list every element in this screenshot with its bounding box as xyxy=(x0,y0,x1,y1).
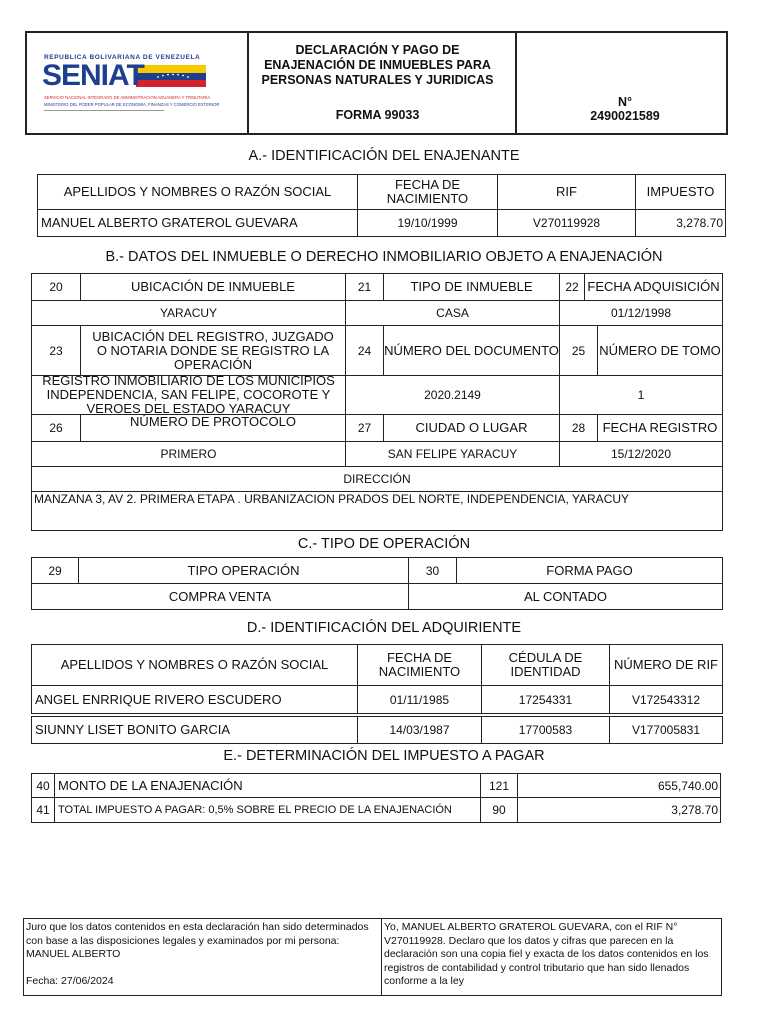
section-a-title: A.- IDENTIFICACIÓN DEL ENAJENANTE xyxy=(248,148,520,164)
enajenante-birth: 19/10/1999 xyxy=(357,209,498,237)
field-26-value: PRIMERO xyxy=(31,441,346,467)
footer-left-text: Juro que los datos contenidos en esta declaración han sido determinados con base a las disposiciones legales y examinados por mi persona: MANUEL ALBERTO xyxy=(26,921,369,960)
field-21-value: CASA xyxy=(345,300,560,326)
field-22-number: 22 xyxy=(559,273,585,301)
section-e-title: E.- DETERMINACIÓN DEL IMPUESTO A PAGAR xyxy=(223,748,545,764)
field-23-number: 23 xyxy=(31,325,81,376)
field-29-label: TIPO OPERACIÓN xyxy=(78,557,409,584)
field-27-value: SAN FELIPE YARACUY xyxy=(345,441,560,467)
field-30-label: FORMA PAGO xyxy=(456,557,723,584)
field-20-number: 20 xyxy=(31,273,81,301)
field-40-number: 40 xyxy=(31,773,55,798)
field-23-label: UBICACIÓN DEL REGISTRO, JUZGADO O NOTARIA DONDE SE REGISTRO LA OPERACIÓN xyxy=(80,325,346,376)
field-27-label: CIUDAD O LUGAR xyxy=(383,414,560,442)
field-41-code: 90 xyxy=(480,797,518,823)
field-29-number: 29 xyxy=(31,557,79,584)
adquiriente-row-2-ci: 17700583 xyxy=(481,716,610,744)
seniat-logo xyxy=(38,46,220,124)
field-26-number: 26 xyxy=(31,414,81,442)
adquiriente-row-1-rif: V172543312 xyxy=(609,685,723,714)
field-25-number: 25 xyxy=(559,325,598,376)
section-b-title: B.- DATOS DEL INMUEBLE O DERECHO INMOBILIARIO OBJETO A ENAJENACIÓN xyxy=(105,249,663,265)
field-40-code: 121 xyxy=(480,773,518,798)
logo-rule xyxy=(44,110,164,111)
logo-line-1: SERVICIO NACIONAL INTEGRADO DE ADMINISTRACION ADUANERA Y TRIBUTARIA xyxy=(44,95,211,100)
field-24-number: 24 xyxy=(345,325,384,376)
header-divider-2 xyxy=(515,31,517,135)
venezuela-flag-icon xyxy=(136,65,206,87)
direccion-value: MANZANA 3, AV 2. PRIMERA ETAPA . URBANIZACION PRADOS DEL NORTE, INDEPENDENCIA, YARACUY xyxy=(31,491,723,531)
direccion-label: DIRECCIÓN xyxy=(31,466,723,492)
field-30-value: AL CONTADO xyxy=(408,583,723,610)
form-number-label: N° xyxy=(617,94,633,109)
adquiriente-row-1-name: ANGEL ENRRIQUE RIVERO ESCUDERO xyxy=(31,685,358,714)
footer-right-text: Yo, MANUEL ALBERTO GRATEROL GUEVARA, con el RIF N° V270119928. Declaro que los datos y cifras que parecen en la declaración son una copia fiel y exacta de los datos contenidos en los registros de contabilidad y control tributario que han sido llenados conforme a la ley xyxy=(384,921,709,987)
adquiriente-row-2-rif: V177005831 xyxy=(609,716,723,744)
form-title: DECLARACIÓN Y PAGO DE ENAJENACIÓN DE INMUEBLES PARA PERSONAS NATURALES Y JURIDICAS xyxy=(261,42,494,87)
section-d-title: D.- IDENTIFICACIÓN DEL ADQUIRIENTE xyxy=(246,620,522,636)
field-41-value: 3,278.70 xyxy=(517,797,721,823)
enajenante-rif-header: RIF xyxy=(497,174,636,210)
field-41-label: TOTAL IMPUESTO A PAGAR: 0,5% SOBRE EL PRECIO DE LA ENAJENACIÓN xyxy=(54,797,481,823)
adquiriente-row-2-birth: 14/03/1987 xyxy=(357,716,482,744)
adquiriente-birth-header: FECHA DE NACIMIENTO xyxy=(357,644,482,686)
field-23-value: REGISTRO INMOBILIARIO DE LOS MUNICIPIOS INDEPENDENCIA, SAN FELIPE, COCOROTE Y VEROES DEL ESTADO YARACUY xyxy=(31,375,346,415)
field-28-number: 28 xyxy=(559,414,598,442)
section-c-title: C.- TIPO DE OPERACIÓN xyxy=(297,536,471,552)
adquiriente-row-1-ci: 17254331 xyxy=(481,685,610,714)
adquiriente-row-1-birth: 01/11/1985 xyxy=(357,685,482,714)
field-25-label: NÚMERO DE TOMO xyxy=(597,325,723,376)
field-25-value: 1 xyxy=(559,375,723,415)
adquiriente-rif-header: NÚMERO DE RIF xyxy=(609,644,723,686)
header-divider-1 xyxy=(247,31,249,135)
enajenante-name-header: APELLIDOS Y NOMBRES O RAZÓN SOCIAL xyxy=(37,174,358,210)
footer-date: Fecha: 27/06/2024 xyxy=(26,975,114,987)
field-27-number: 27 xyxy=(345,414,384,442)
adquiriente-name-header: APELLIDOS Y NOMBRES O RAZÓN SOCIAL xyxy=(31,644,358,686)
logo-country: REPUBLICA BOLIVARIANA DE VENEZUELA xyxy=(44,54,201,61)
field-40-label: MONTO DE LA ENAJENACIÓN xyxy=(54,773,481,798)
enajenante-rif: V270119928 xyxy=(497,209,636,237)
enajenante-birth-header: FECHA DE NACIMIENTO xyxy=(357,174,498,210)
field-30-number: 30 xyxy=(408,557,457,584)
field-20-label: UBICACIÓN DE INMUEBLE xyxy=(80,273,346,301)
field-21-number: 21 xyxy=(345,273,384,301)
field-24-label: NÚMERO DEL DOCUMENTO xyxy=(383,325,560,376)
field-28-value: 15/12/2020 xyxy=(559,441,723,467)
adquiriente-row-2-name: SIUNNY LISET BONITO GARCIA xyxy=(31,716,358,744)
field-22-value: 01/12/1998 xyxy=(559,300,723,326)
footer-declaration-right xyxy=(381,918,722,996)
field-20-value: YARACUY xyxy=(31,300,346,326)
field-22-label: FECHA ADQUISICIÓN xyxy=(584,273,723,301)
form-number: 2490021589 xyxy=(590,108,660,123)
field-21-label: TIPO DE INMUEBLE xyxy=(383,273,560,301)
logo-brand: SENIAT xyxy=(42,59,144,92)
field-29-value: COMPRA VENTA xyxy=(31,583,409,610)
field-40-value: 655,740.00 xyxy=(517,773,721,798)
enajenante-tax-header: IMPUESTO xyxy=(635,174,726,210)
field-28-label: FECHA REGISTRO xyxy=(597,414,723,442)
field-26-label: NÚMERO DE PROTOCOLO xyxy=(80,414,346,442)
enajenante-tax: 3,278.70 xyxy=(635,209,726,237)
field-41-number: 41 xyxy=(31,797,55,823)
logo-line-2: MINISTERIO DEL PODER POPULAR DE ECONOMIA, FINANZAS Y COMERCIO EXTERIOR xyxy=(44,102,220,107)
enajenante-name: MANUEL ALBERTO GRATEROL GUEVARA xyxy=(37,209,358,237)
form-code: FORMA 99033 xyxy=(335,107,420,122)
footer-declaration-left xyxy=(23,918,382,996)
adquiriente-ci-header: CÉDULA DE IDENTIDAD xyxy=(481,644,610,686)
field-24-value: 2020.2149 xyxy=(345,375,560,415)
